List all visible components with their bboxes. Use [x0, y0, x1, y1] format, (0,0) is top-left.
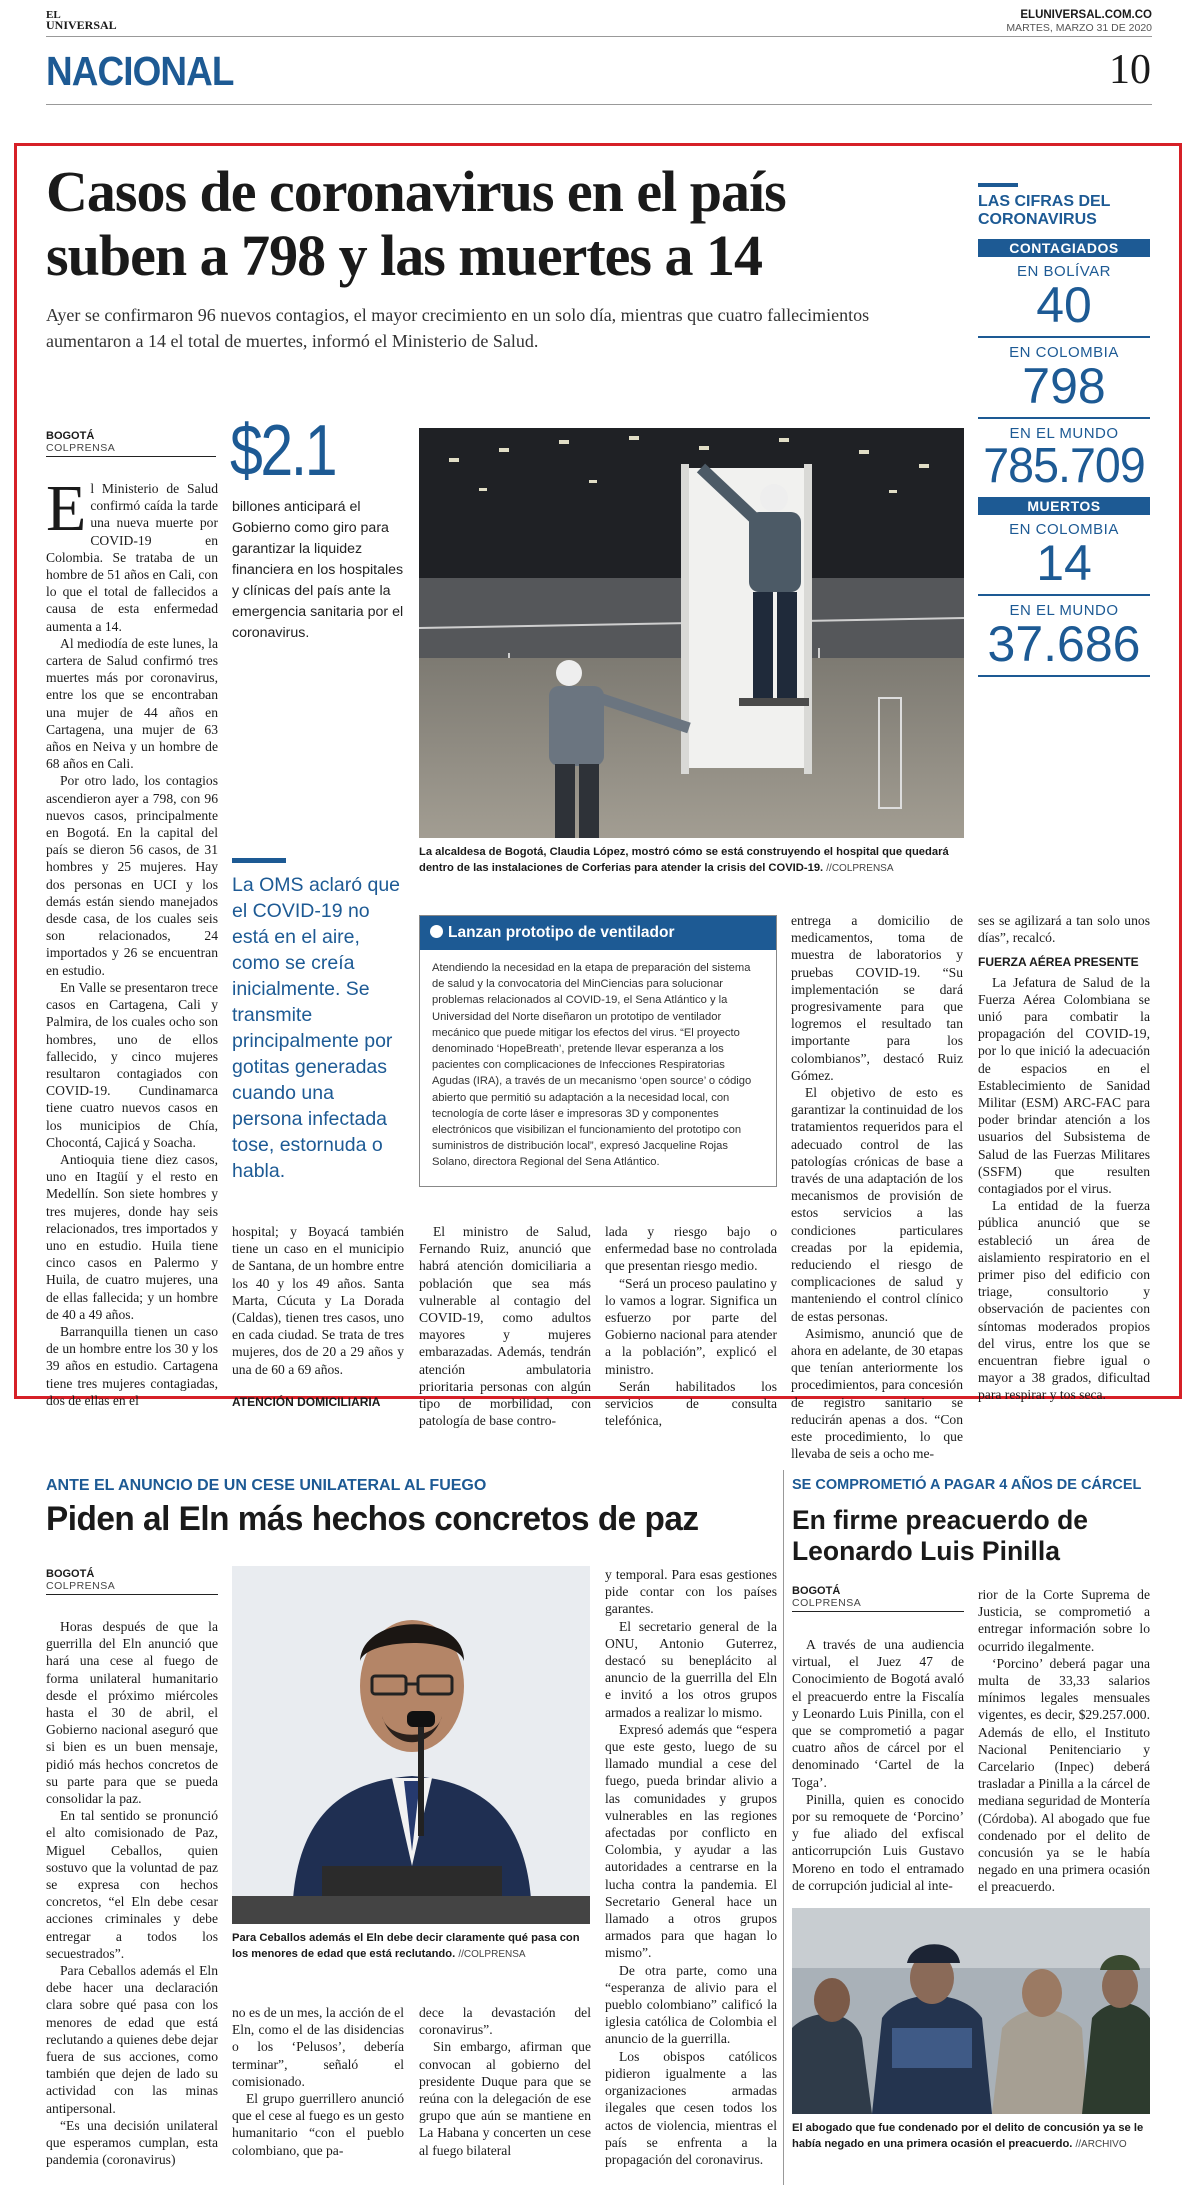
big-number-text: billones anticipará el Gobierno como giro para garantizar la liquidez financiera en los hospitales y clínicas del país ante la emergencia sanitaria por el coronavirus. — [232, 499, 404, 641]
dropcap: E — [46, 472, 87, 545]
main-col2-p1: hospital; y Boyacá también tiene un caso en el municipio de Santana, de un hombre entre los 40 y los 49 años. Santa Marta, Cúcuta y La Dorada (Caldas), tienen tres casos, uno en cada ciudad. Se trata de tres mujeres, dos de 20 a 29 años y una de 60 a 69 años. — [232, 1224, 404, 1377]
main-headline: Casos de coronavirus en el país suben a 798 y las muertes a 14 — [46, 159, 786, 288]
main-col6-p3: La entidad de la fuerza pública anunció que se estableció un área de aislamiento respiratorio en el primer piso del edificio con triage, consultorio y observación de pacientes con síntomas moderados propios del virus, entre los que se encuentran fiebre igual o mayor a 38 grados, dificultad para respirar y tos seca. — [978, 1198, 1150, 1403]
eln-col-2 — [232, 2004, 404, 2159]
eln-col-1 — [46, 1618, 218, 2169]
main-col4-p3: Serán habilitados los servicios de consulta telefónica, — [605, 1378, 777, 1429]
bolivar-label: EN BOLÍVAR — [1017, 263, 1111, 280]
eln-col4-p3: Expresó además que “espera que este gesto, luego de su llamado mundial a cese del fuego, pueda brindar alivio a las comunidades y grupos vulnerables en las regiones afectadas por conflicto en Colombia, y ayudar a las autoridades a centrarse en la lucha contra la pandemia. El Secretario General hace un llamado a otros grupos armados para que hagan lo mismo”. — [605, 1721, 777, 1961]
eln-col2-p1: no es de un mes, la acción de el Eln, como el de las disidencias o los ‘Pelusos’, debería terminar”, señaló el comisionado. — [232, 2005, 404, 2089]
pinilla-col-1 — [792, 1636, 964, 1894]
ventilator-box — [419, 915, 777, 1187]
big-number: $2.1 — [230, 411, 336, 491]
pinilla-photo-art — [792, 1908, 1150, 2114]
main-col-1 — [46, 472, 218, 1409]
eln-col1-p2: En tal sentido se pronunció el alto comisionado de Paz, Miguel Ceballos, quien sostuvo que la voluntad de paz se expresa con hechos concretos, “el Eln debe cesar acciones criminales y debe entregar a todos los secuestrados”. — [46, 1808, 218, 1961]
pull-quote-bar — [232, 858, 286, 863]
main-col4-p1: lada y riesgo bajo o enfermedad base no controlada que presentan riesgo medio. — [605, 1224, 777, 1274]
main-col-5 — [791, 912, 963, 1463]
site-url: ELUNIVERSAL.COM.CO — [1020, 9, 1152, 21]
main-col1-p1: El Ministerio de Salud confirmó caída la tarde una nueva muerte por COVID-19 en Colombia. Se trataba de un hombre de 51 años en Cali, con lo que el total de fallecidos a causa de esta enfermedad aumenta a 14. — [46, 472, 218, 634]
pinilla-col2-p2: ‘Porcino’ deberá pagar una multa de 33,33 salarios mínimos legales mensuales vigentes, es decir, $29.257.000. Además de ello, el Instituto Nacional Penitenciario y Carcelario (Inpec) deberá trasladar a Pinilla a la cárcel de mediana seguridad de Montería (Córdoba). Al abogado que fue condenado por el delito de concusión ya se le había negado en una primera ocasión el preacuerdo. — [978, 1655, 1150, 1895]
muertos-mundo-value: 37.686 — [987, 616, 1141, 672]
main-col-4-bottom — [605, 1223, 777, 1429]
main-col1-p4: En Valle se presentaron trece casos en Cartagena, Cali y Palmira, de los cuales ocho son hombres, uno de ellos fallecido, y cinco mujeres resultaron contagiados con COVID-19. Cundinamarca tiene cuatro nuevos casos en los municipios de Chía, Chocontá, Cajicá y Soacha. — [46, 979, 218, 1150]
eln-col4-p4: De otra parte, como una “esperanza de alivio para el pueblo colombiano” calificó la iglesia católica de Colombia el anuncio de la guerrilla. — [605, 1962, 777, 2047]
hospital-photo-caption: La alcaldesa de Bogotá, Claudia López, mostró cómo se está construyendo el hospital que quedará dentro de las instalaciones de Corferias para atender la crisis del COVID-19. //COLPRENSA — [419, 846, 949, 874]
logo: EL UNIVERSAL — [46, 9, 117, 32]
eln-col1-p1: Horas después de que la guerrilla del Eln anunció que hará una cese al fuego de forma unilateral humanitario desde el próximo miércoles hasta el 30 de abril, el Gobierno nacional aseguró que si bien es un buen mensaje, pidió más hechos concretos de su parte para que se pueda consolidar la paz. — [46, 1619, 218, 1807]
muertos-colombia-value: 14 — [1036, 535, 1092, 591]
eln-col2-p2: El grupo guerrillero anunció que el cese al fuego es un gesto humanitario “con el pueblo colombiano, que pa- — [232, 2091, 404, 2158]
ventilator-box-text: Atendiendo la necesidad en la etapa de preparación del sistema de salud y la convocatoria del MinCiencias para solucionar problemas relacionados al COVID-19, el Sena Atlántico y la Universidad del Norte diseñaron un prototipo de ventilador mecánico que puede mitigar los efectos del virus. “El proyecto denominado ‘HopeBreath’, pretende llevar esperanza a los pacientes con complicaciones de Infecciones Respiratorias Agudas (IRA), a través de un mecanismo ‘open source’ o código abierto que permitió su adaptación a la necesidad local, con tecnología de corte láser e impresoras 3D y componentes electrónicos que visibilizan el funcionamiento del prototipo con suministros de distribución local”, expresó Jacqueline Rojas Solano, directora Regional del Sena Atlántico. — [432, 962, 752, 1169]
main-col5-p1: entrega a domicilio de medicamentos, toma de muestra de laboratorios y pruebas COVID-19. “Su implementación se dará progresivamente para que logremos el resultado tan importante para los colombianos”, destacó Ruiz Gómez. — [791, 913, 963, 1083]
stats-panel — [978, 183, 1150, 683]
main-col6-p1: ses se agilizará a tan solo unos días”, recalcó. — [978, 913, 1150, 946]
colombia-value: 798 — [1022, 358, 1106, 414]
main-col6-p2: La Jefatura de Salud de la Fuerza Aérea Colombiana se unió para combatir la propagación del COVID-19, por lo que inició la adecuación de espacios en el Establecimiento de Sanidad Militar (ESM) ARC-FAC para poder brindar atención a los usuarios del Subsistema de Salud de las Fuerzas Militares (SSFM) que resulten contagiados por el virus. — [978, 974, 1150, 1197]
pinilla-divider — [783, 1470, 784, 2185]
eln-col4-p5: Los obispos católicos pidieron igualmente a las organizaciones armadas ilegales que cesen todos los actos de violencia, mientras el país se enfrenta a la propagación del coronavirus. — [605, 2048, 777, 2167]
ceballos-photo-art — [232, 1566, 590, 1924]
eln-headline: Piden al Eln más hechos concretos de paz — [46, 1500, 699, 1538]
eln-col1-p4: “Es una decisión unilateral que esperamos cumplan, esta pandemia (coronavirus) — [46, 2117, 218, 2168]
pull-quote: La OMS aclaró que el COVID-19 no está en el aire, como se creía inicialmente. Se transmite principalmente por gotitas generadas cuando una persona infectada tose, estornuda o habla. — [232, 874, 401, 1182]
byline-rule — [46, 456, 216, 457]
main-col-3-bottom — [419, 1223, 591, 1429]
pinilla-byline: BOGOTÁ COLPRENSA — [792, 1585, 964, 1612]
pinilla-photo — [792, 1908, 1150, 2114]
section-title: NACIONAL — [46, 48, 234, 94]
section-rule — [46, 104, 1152, 105]
eln-byline: BOGOTÁ COLPRENSA — [46, 1568, 218, 1595]
main-col1-p5: Antioquia tiene diez casos, uno en Itagüí y el resto en Medellín. Son siete hombres y tres mujeres, donde hay seis relacionados, tres importados y uno en estudio. Huila tiene cinco casos en Palermo y Huila, de cuatro mujeres, una de ellas fallecida; y un hombre de 40 a 49 años. — [46, 1151, 218, 1322]
main-col5-p3: Asimismo, anunció que de ahora en adelante, de 30 etapas que tenían anteriormente los procedimientos, para concesión de registro sanitario se reducirán apenas a dos. “Con este procedimiento, lo que llevaba de seis a ocho me- — [791, 1325, 963, 1462]
byline-rule — [46, 1594, 218, 1595]
main-col-6 — [978, 912, 1150, 1404]
subhead-atencion: ATENCIÓN DOMICILIARIA — [232, 1395, 381, 1409]
eln-col3-p1: dece la devastación del coronavirus”. — [419, 2005, 591, 2038]
bullet-icon — [430, 925, 443, 938]
stats-top-bar — [978, 183, 1018, 187]
eln-col1-p3: Para Ceballos además el Eln debe hacer una declaración clara sobre qué pasa con los menores de edad que está reclutando a quienes debe dejar fuera de sus acciones, como también que dejen de lado su actividad con las minas antipersonal. — [46, 1963, 218, 2116]
ceballos-photo-caption: Para Ceballos además el Eln debe decir claramente qué pasa con los menores de edad que está reclutando. //COLPRENSA — [232, 1932, 580, 1960]
mundo-label: EN EL MUNDO — [1009, 425, 1119, 442]
main-col1-p2: Al mediodía de este lunes, la cartera de Salud confirmó tres muertes más por coronavirus, entre los que se encontraban una mujer de 44 años en Cartagena, una mujer de 63 años en Neiva y un hombre de 68 años en Cali. — [46, 635, 218, 772]
stat-divider — [978, 675, 1150, 677]
mundo-value: 785.709 — [983, 439, 1145, 493]
issue-date: MARTES, MARZO 31 DE 2020 — [1006, 22, 1152, 34]
bolivar-value: 40 — [1036, 277, 1092, 333]
stat-divider — [978, 594, 1150, 596]
main-col5-p2: El objetivo de esto es garantizar la continuidad de los tratamientos requeridos para el adecuado control de las patologías crónicas de base a través de una adaptación de los mecanismos de provisión de estos servicios a las condiciones particulares creadas por la epidemia, reduciendo el riesgo de complicaciones de salud y manteniendo el control clínico de estas personas. — [791, 1085, 963, 1324]
main-col3-p1: El ministro de Salud, Fernando Ruiz, anunció que habrá atención domiciliaria a población que sea más vulnerable al contagio del COVID-19, como adultos mayores y mujeres embarazadas. Además, tendrán atención ambulatoria prioritaria personas con algún tipo de morbilidad, con patología de base contro- — [419, 1224, 591, 1429]
pinilla-col2-p1: rior de la Corte Suprema de Justicia, se comprometió a entregar información sobre lo ocurrido ilegalmente. — [978, 1587, 1150, 1654]
eln-col4-p1: y temporal. Para esas gestiones pide contar con los países garantes. — [605, 1567, 777, 1617]
main-col1-p3: Por otro lado, los contagios ascendieron ayer a 798, con 96 nuevos casos, principalmente en Bogotá. En la capital del país se dieron 56 casos, de 31 hombres y 25 mujeres. Hay dos personas en UCI y los demás están siendo manejados desde casa, de los cuales seis son relacionados, 24 importados y 26 se encuentran en estudio. — [46, 773, 218, 978]
pinilla-col1-p1: A través de una audiencia virtual, el Juez 47 de Conocimiento de Bogotá avaló el preacuerdo entre la Fiscalía y Leonardo Luis Pinilla, con el que se comprometió a pagar cuatro años de cárcel por el denominado ‘Cartel de la Toga’. — [792, 1637, 964, 1790]
pinilla-headline: En firme preacuerdo de Leonardo Luis Pinilla — [792, 1505, 1089, 1566]
subhead-fuerza-aerea: FUERZA AÉREA PRESENTE — [978, 955, 1139, 970]
stat-divider — [978, 417, 1150, 419]
pinilla-col1-p2: Pinilla, quien es conocido por su remoquete de ‘Porcino’ y fue aliado del exfiscal anticorrupción Luis Gustavo Moreno en todo el entramado de corrupción judicial al inte- — [792, 1791, 964, 1893]
main-byline: BOGOTÁ COLPRENSA — [46, 430, 216, 457]
contagiados-bar: CONTAGIADOS — [978, 239, 1150, 257]
eln-col4-p2: El secretario general de la ONU, Antonio Guterrez, destacó su beneplácito al anuncio de la guerrilla del Eln e invitó a los otros grupos armados a realizar lo mismo. — [605, 1618, 777, 1720]
eln-col3-p2: Sin embargo, afirman que convocan al gobierno del presidente Duque para que se reúna con la delegación de ese grupo que aún se mantiene en La Habana y concerten un cese al fuego bilateral — [419, 2039, 591, 2158]
masthead-rule — [46, 36, 1152, 37]
pinilla-photo-caption: El abogado que fue condenado por el delito de concusión ya se le había negado en una primera ocasión el preacuerdo. //ARCHIVO — [792, 2122, 1144, 2150]
stat-divider — [978, 336, 1150, 338]
pinilla-kicker: SE COMPROMETIÓ A PAGAR 4 AÑOS DE CÁRCEL — [792, 1477, 1142, 1493]
contagiados-block — [978, 239, 1150, 677]
main-deck: Ayer se confirmaron 96 nuevos contagios, el mayor crecimiento en un solo día, mientras que cuatro fallecimientos aumentaron a 14 el total de muertes, informó el Ministerio de Salud. — [46, 305, 870, 351]
muertos-colombia-label: EN COLOMBIA — [1009, 521, 1119, 538]
hospital-photo-art — [419, 428, 964, 838]
stats-title: LAS CIFRAS DEL CORONAVIRUS — [978, 193, 1111, 228]
masthead — [0, 0, 1187, 110]
eln-col-3 — [419, 2004, 591, 2159]
eln-col-4 — [605, 1566, 777, 2168]
byline-rule — [792, 1611, 964, 1612]
muertos-bar: MUERTOS — [978, 497, 1150, 515]
eln-kicker: ANTE EL ANUNCIO DE UN CESE UNILATERAL AL FUEGO — [46, 1477, 487, 1494]
main-col4-p2: “Será un proceso paulatino y lo vamos a lograr. Significa un esfuerzo por parte del Gobierno nacional para atender a la población”, explicó el ministro. — [605, 1275, 777, 1377]
ventilator-box-header: Lanzan prototipo de ventilador — [420, 916, 776, 950]
main-col-2-bottom — [232, 1223, 404, 1378]
muertos-mundo-label: EN EL MUNDO — [1009, 602, 1119, 619]
pinilla-col-2 — [978, 1586, 1150, 1896]
hospital-photo — [419, 428, 964, 838]
colombia-label: EN COLOMBIA — [1009, 344, 1119, 361]
ceballos-photo — [232, 1566, 590, 1924]
page-number: 10 — [1109, 47, 1151, 93]
main-col1-p6: Barranquilla tienen un caso de un hombre entre los 30 y los 39 años en estudio. Cartagena tiene tres mujeres contagiadas, dos de ellas en el — [46, 1323, 218, 1408]
